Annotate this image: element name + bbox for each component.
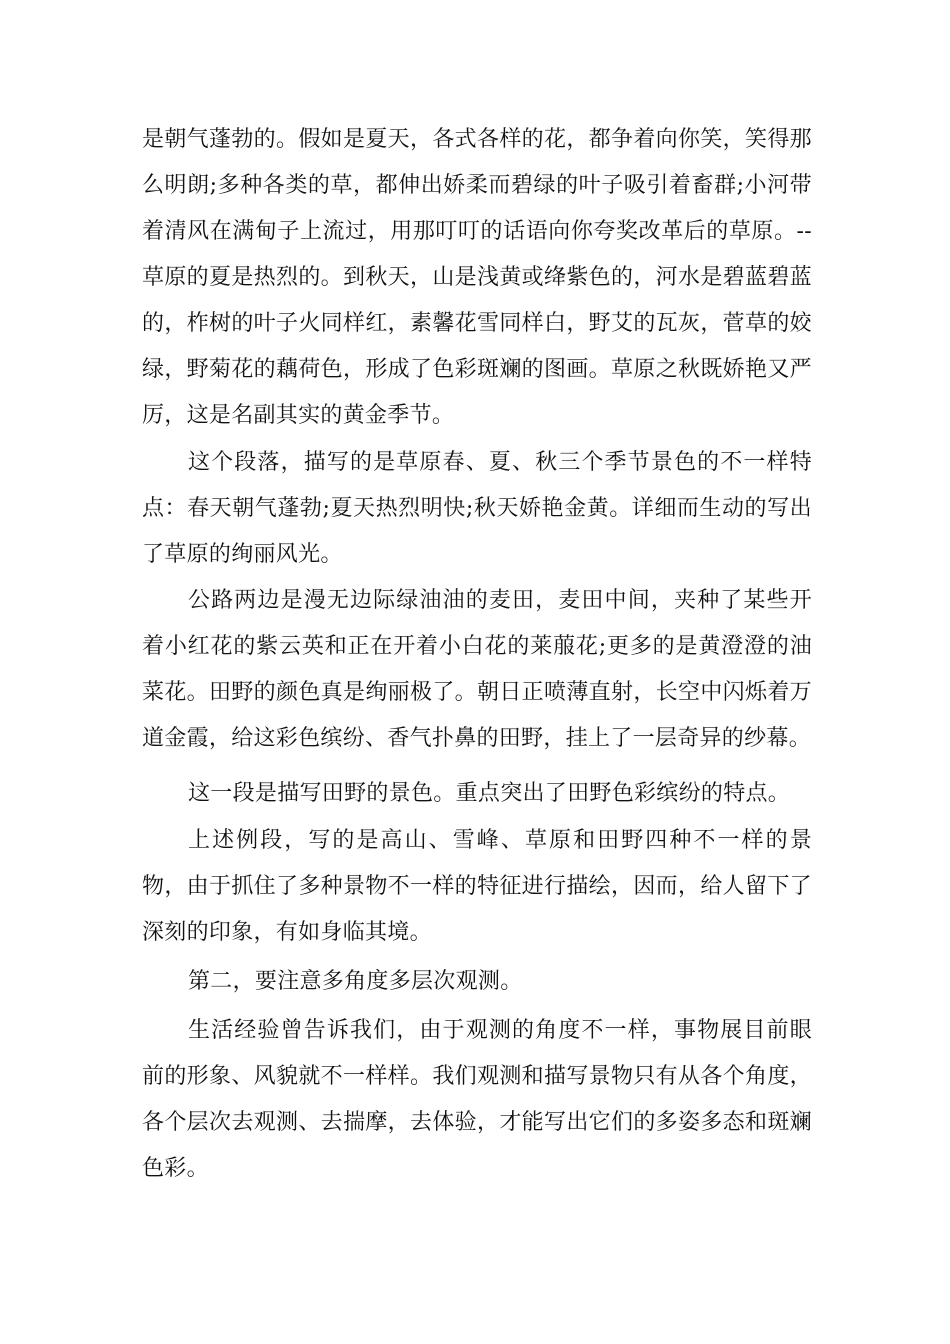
section-heading-second: 第二，要注意多角度多层次观测。 <box>188 969 523 994</box>
paragraph-grassland-commentary: 这个段落，描写的是草原春、夏、秋三个季节景色的不一样特点：春天朝气蓬勃;夏天热烈明快;秋天娇艳金黄。详细而生动的写出了草原的绚丽风光。 <box>142 450 812 567</box>
paragraph-field-commentary: 这一段是描写田野的景色。重点突出了田野色彩缤纷的特点。 <box>188 781 791 806</box>
paragraph-summary: 上述例段，写的是高山、雪峰、草原和田野四种不一样的景物，由于抓住了多种景物不一样的特征进行描绘，因而，给人留下了深刻的印象，有如身临其境。 <box>142 828 812 945</box>
paragraph-field-scene: 公路两边是漫无边际绿油油的麦田，麦田中间，夹种了某些开着小红花的紫云英和正在开着小白花的莱菔花;更多的是黄澄澄的油菜花。田野的颜色真是绚丽极了。朝日正喷薄直射，长空中闪烁着万道金霞，给这彩色缤纷、香气扑鼻的田野，挂上了一层奇异的纱幕。 <box>142 588 812 751</box>
paragraph-grassland-seasons: 是朝气蓬勃的。假如是夏天，各式各样的花，都争着向你笑，笑得那么明朗;多种各类的草，都伸出娇柔而碧绿的叶子吸引着畜群;小河带着清风在满甸子上流过，用那叮叮的话语向你夸奖改革后的草原。--草原的夏是热烈的。到秋天，山是浅黄或绛紫色的，河水是碧蓝碧蓝的，柞树的叶子火同样红，素馨花雪同样白，野艾的瓦灰，菅草的姣绿，野菊花的藕荷色，形成了色彩斑斓的图画。草原之秋既娇艳又严厉，这是名副其实的黄金季节。 <box>142 127 812 428</box>
document-page <box>142 117 812 1192</box>
paragraph-observation: 生活经验曾告诉我们，由于观测的角度不一样，事物展目前眼前的形象、风貌就不一样样。我们观测和描写景物只有从各个角度，各个层次去观测、去揣摩，去体验，才能写出它们的多姿多态和斑斓色彩。 <box>142 1018 812 1181</box>
